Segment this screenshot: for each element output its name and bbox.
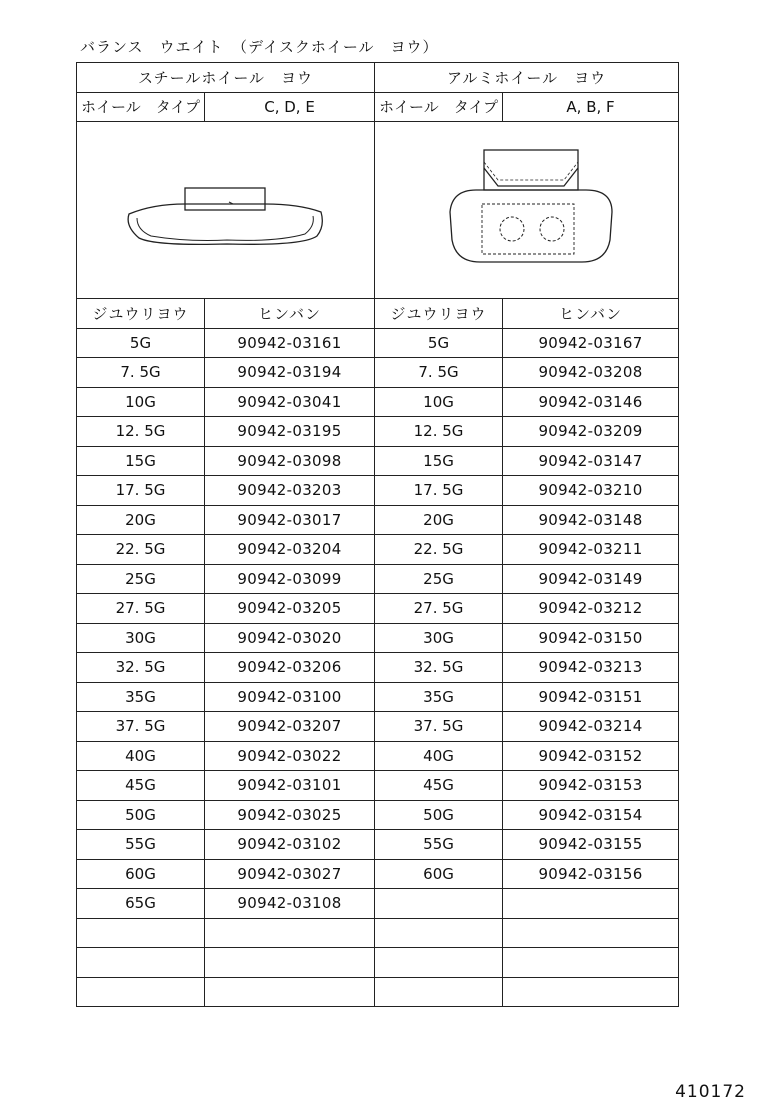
alum-weight-cell: 25G	[375, 564, 503, 594]
alum-weight-cell	[375, 918, 503, 948]
table-row	[77, 594, 679, 624]
alum-weight-cell: 12. 5G	[375, 417, 503, 447]
steel-weight-cell: 55G	[77, 830, 205, 860]
alum-part-cell	[503, 918, 679, 948]
steel-weight-cell: 15G	[77, 446, 205, 476]
alum-part-cell	[503, 889, 679, 919]
steel-weight-cell	[77, 948, 205, 978]
alum-part-cell: 90942-03155	[503, 830, 679, 860]
steel-part-cell: 90942-03205	[205, 594, 375, 624]
alum-part-cell: 90942-03151	[503, 682, 679, 712]
steel-weight-cell: 37. 5G	[77, 712, 205, 742]
steel-part-cell: 90942-03108	[205, 889, 375, 919]
steel-weight-cell: 32. 5G	[77, 653, 205, 683]
steel-type-label: ホイール タイプ	[77, 92, 205, 122]
steel-part-cell: 90942-03022	[205, 741, 375, 771]
page-title: バランス ウエイト （デイスクホイール ヨウ）	[80, 38, 439, 56]
alum-part-cell: 90942-03146	[503, 387, 679, 417]
alum-weight-cell: 40G	[375, 741, 503, 771]
alum-weight-cell: 45G	[375, 771, 503, 801]
steel-weight-col-header: ジユウリヨウ	[77, 299, 205, 329]
steel-part-cell: 90942-03098	[205, 446, 375, 476]
steel-weight-cell: 27. 5G	[77, 594, 205, 624]
alum-weight-cell: 7. 5G	[375, 358, 503, 388]
alum-weight-cell: 10G	[375, 387, 503, 417]
alum-weight-cell: 60G	[375, 859, 503, 889]
alum-adhesive-weight-icon	[376, 122, 678, 294]
steel-part-cell	[205, 918, 375, 948]
alum-weight-cell: 32. 5G	[375, 653, 503, 683]
table-row	[77, 977, 679, 1007]
table-row	[77, 712, 679, 742]
alum-part-cell: 90942-03154	[503, 800, 679, 830]
steel-weight-cell: 40G	[77, 741, 205, 771]
table-row	[77, 446, 679, 476]
alum-weight-col-header: ジユウリヨウ	[375, 299, 503, 329]
steel-weight-cell: 25G	[77, 564, 205, 594]
table-row	[77, 889, 679, 919]
alum-weight-cell	[375, 889, 503, 919]
steel-part-cell: 90942-03027	[205, 859, 375, 889]
alum-part-cell: 90942-03208	[503, 358, 679, 388]
alum-part-cell: 90942-03156	[503, 859, 679, 889]
steel-part-cell: 90942-03161	[205, 328, 375, 358]
steel-type-value: C, D, E	[205, 92, 375, 122]
steel-weight-cell	[77, 977, 205, 1007]
steel-part-cell: 90942-03025	[205, 800, 375, 830]
alum-weight-illustration	[375, 122, 679, 299]
alum-part-cell: 90942-03211	[503, 535, 679, 565]
table-row	[77, 771, 679, 801]
alum-part-cell: 90942-03153	[503, 771, 679, 801]
alum-type-label: ホイール タイプ	[375, 92, 503, 122]
alum-weight-cell: 50G	[375, 800, 503, 830]
alum-weight-cell: 30G	[375, 623, 503, 653]
figure-code: 410172	[675, 1082, 746, 1102]
alum-part-cell	[503, 948, 679, 978]
alum-weight-cell	[375, 948, 503, 978]
steel-weight-cell: 50G	[77, 800, 205, 830]
steel-weight-cell: 45G	[77, 771, 205, 801]
alum-part-cell: 90942-03214	[503, 712, 679, 742]
steel-weight-cell: 30G	[77, 623, 205, 653]
table-row	[77, 387, 679, 417]
alum-part-col-header: ヒンバン	[503, 299, 679, 329]
table-row	[77, 417, 679, 447]
steel-part-cell: 90942-03204	[205, 535, 375, 565]
alum-weight-cell: 35G	[375, 682, 503, 712]
steel-part-cell: 90942-03099	[205, 564, 375, 594]
steel-weight-cell: 12. 5G	[77, 417, 205, 447]
steel-weight-cell: 35G	[77, 682, 205, 712]
alum-part-cell: 90942-03148	[503, 505, 679, 535]
parts-rows	[77, 328, 679, 1007]
table-row	[77, 535, 679, 565]
alum-weight-cell: 15G	[375, 446, 503, 476]
steel-part-cell: 90942-03203	[205, 476, 375, 506]
table-row	[77, 564, 679, 594]
steel-weight-cell: 22. 5G	[77, 535, 205, 565]
steel-part-cell: 90942-03017	[205, 505, 375, 535]
alum-weight-cell	[375, 977, 503, 1007]
parts-table	[76, 62, 679, 1007]
steel-part-cell: 90942-03207	[205, 712, 375, 742]
alum-part-cell: 90942-03210	[503, 476, 679, 506]
table-row	[77, 830, 679, 860]
alum-part-cell: 90942-03150	[503, 623, 679, 653]
alum-weight-cell: 37. 5G	[375, 712, 503, 742]
alum-part-cell: 90942-03147	[503, 446, 679, 476]
steel-weight-cell: 5G	[77, 328, 205, 358]
alum-part-cell: 90942-03152	[503, 741, 679, 771]
steel-weight-illustration	[77, 122, 375, 299]
table-row	[77, 328, 679, 358]
steel-weight-cell: 7. 5G	[77, 358, 205, 388]
alum-weight-cell: 20G	[375, 505, 503, 535]
table-row	[77, 653, 679, 683]
alum-part-cell: 90942-03209	[503, 417, 679, 447]
alum-part-cell: 90942-03213	[503, 653, 679, 683]
alum-weight-cell: 27. 5G	[375, 594, 503, 624]
steel-part-cell	[205, 977, 375, 1007]
steel-part-cell: 90942-03041	[205, 387, 375, 417]
table-row	[77, 623, 679, 653]
steel-part-cell: 90942-03195	[205, 417, 375, 447]
alum-part-cell: 90942-03212	[503, 594, 679, 624]
parts-table-sheet	[76, 62, 678, 1007]
alum-part-cell: 90942-03149	[503, 564, 679, 594]
steel-part-cell: 90942-03020	[205, 623, 375, 653]
steel-weight-cell: 20G	[77, 505, 205, 535]
steel-weight-cell: 17. 5G	[77, 476, 205, 506]
table-row	[77, 741, 679, 771]
table-row	[77, 358, 679, 388]
steel-weight-cell: 60G	[77, 859, 205, 889]
alum-type-value: A, B, F	[503, 92, 679, 122]
steel-part-cell: 90942-03102	[205, 830, 375, 860]
steel-part-cell: 90942-03194	[205, 358, 375, 388]
alum-weight-cell: 22. 5G	[375, 535, 503, 565]
steel-part-cell	[205, 948, 375, 978]
alum-part-cell: 90942-03167	[503, 328, 679, 358]
alum-part-cell	[503, 977, 679, 1007]
alum-heading: アルミホイール ヨウ	[375, 63, 679, 93]
steel-part-cell: 90942-03101	[205, 771, 375, 801]
steel-part-cell: 90942-03206	[205, 653, 375, 683]
steel-weight-cell: 10G	[77, 387, 205, 417]
table-row	[77, 918, 679, 948]
alum-weight-cell: 55G	[375, 830, 503, 860]
steel-part-cell: 90942-03100	[205, 682, 375, 712]
alum-weight-cell: 17. 5G	[375, 476, 503, 506]
table-row	[77, 859, 679, 889]
table-row	[77, 948, 679, 978]
table-row	[77, 682, 679, 712]
steel-weight-cell	[77, 918, 205, 948]
steel-part-col-header: ヒンバン	[205, 299, 375, 329]
table-row	[77, 476, 679, 506]
alum-weight-cell: 5G	[375, 328, 503, 358]
steel-clip-weight-icon	[77, 122, 375, 294]
steel-weight-cell: 65G	[77, 889, 205, 919]
table-row	[77, 800, 679, 830]
steel-heading: スチールホイール ヨウ	[77, 63, 375, 93]
table-row	[77, 505, 679, 535]
